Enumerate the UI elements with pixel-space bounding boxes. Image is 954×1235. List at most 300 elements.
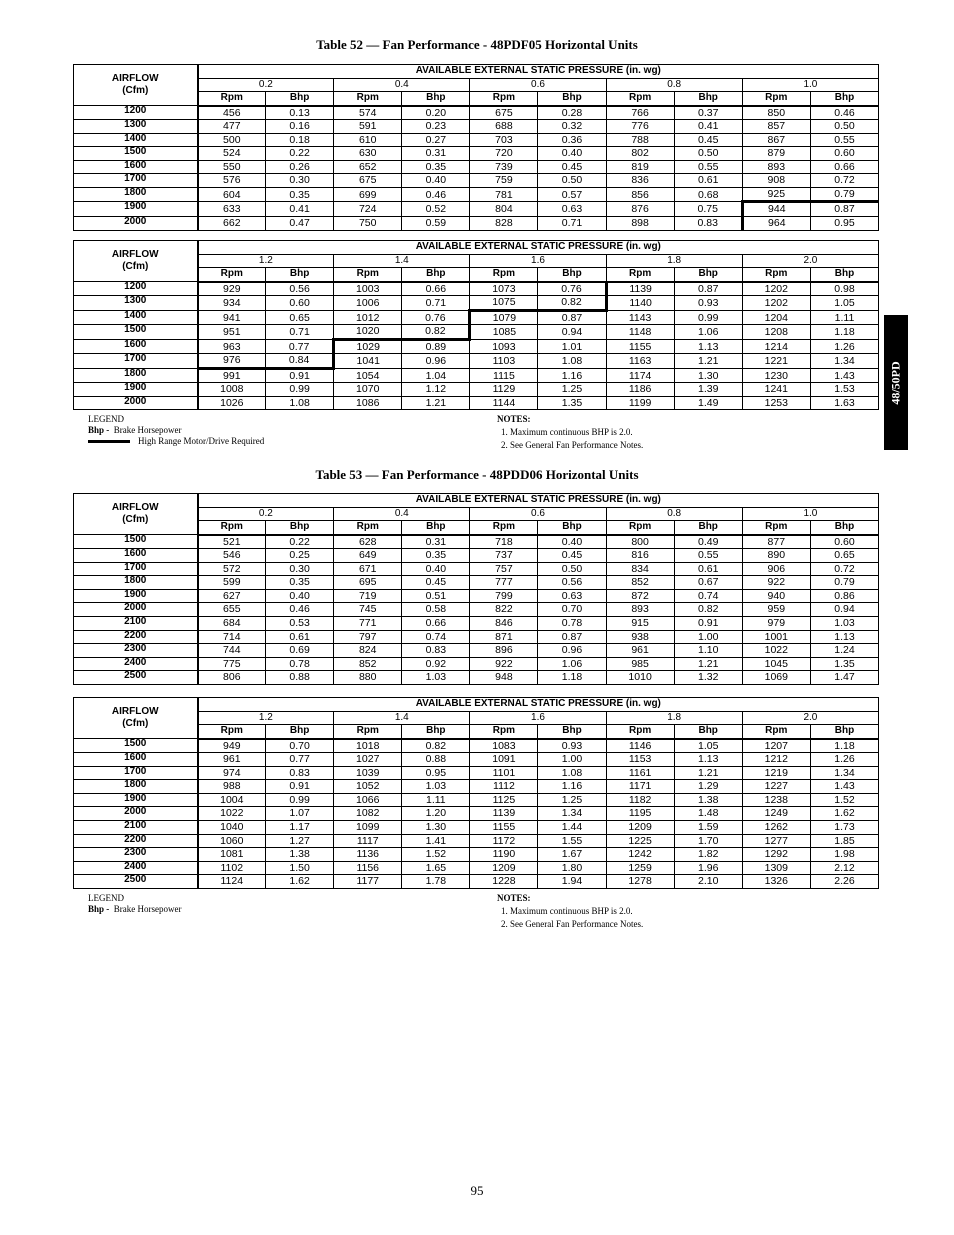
bhp-cell: 1.07 [266,807,334,821]
rpm-cell: 750 [334,216,402,230]
legend-high-range-text: High Range Motor/Drive Required [138,436,265,446]
bhp-cell: 1.05 [810,296,878,311]
bhp-cell: 1.25 [538,383,606,397]
rpm-cell: 604 [198,187,266,202]
bhp-cell: 1.80 [538,861,606,875]
rpm-cell: 1054 [334,368,402,383]
rpm-header: Rpm [606,725,674,739]
bhp-cell: 0.66 [402,282,470,296]
rpm-cell: 1052 [334,780,402,794]
rpm-cell: 684 [198,616,266,630]
rpm-header: Rpm [334,268,402,282]
rpm-cell: 1177 [334,875,402,889]
bhp-cell: 0.94 [538,325,606,340]
rpm-cell: 1171 [606,780,674,794]
airflow-cell: 2400 [74,861,198,875]
rpm-header: Rpm [334,92,402,106]
rpm-cell: 1022 [198,807,266,821]
bhp-header: Bhp [538,521,606,535]
bhp-cell: 1.78 [402,875,470,889]
rpm-cell: 757 [470,562,538,576]
rpm-cell: 877 [742,535,810,549]
bhp-cell: 1.63 [810,396,878,410]
airflow-cell: 2400 [74,657,198,671]
rpm-cell: 1060 [198,834,266,848]
bhp-cell: 0.23 [402,120,470,134]
rpm-cell: 880 [334,671,402,685]
bhp-cell: 0.99 [266,383,334,397]
bhp-cell: 0.35 [266,576,334,590]
table-row [74,861,879,875]
rpm-cell: 1008 [198,383,266,397]
bhp-cell: 0.72 [810,174,878,188]
header-row [74,65,879,79]
rpm-cell: 1099 [334,820,402,834]
bhp-cell: 1.20 [402,807,470,821]
rpm-cell: 822 [470,603,538,617]
bhp-cell: 0.87 [810,202,878,217]
bhp-cell: 0.55 [674,549,742,563]
pressure-value: 1.2 [198,711,334,725]
airflow-header: AIRFLOW (Cfm) [74,65,198,106]
rpm-header: Rpm [198,268,266,282]
table-row [74,834,879,848]
bhp-cell: 1.03 [402,780,470,794]
rpm-cell: 906 [742,562,810,576]
bhp-cell: 0.40 [538,147,606,161]
bhp-cell: 0.41 [674,120,742,134]
bhp-cell: 0.91 [674,616,742,630]
rpm-cell: 1081 [198,848,266,862]
bhp-header: Bhp [674,725,742,739]
bhp-cell: 0.66 [402,616,470,630]
bhp-cell: 0.94 [810,603,878,617]
table-row [74,657,879,671]
bhp-cell: 1.62 [266,875,334,889]
bhp-header: Bhp [810,92,878,106]
rpm-cell: 1174 [606,368,674,383]
rpm-cell: 1144 [470,396,538,410]
bhp-cell: 0.88 [402,753,470,767]
rpm-cell: 1010 [606,671,674,685]
rpm-cell: 963 [198,339,266,354]
rpm-cell: 1040 [198,820,266,834]
table-row [74,562,879,576]
bhp-cell: 1.21 [674,657,742,671]
airflow-header: AIRFLOW (Cfm) [74,241,198,282]
rpm-cell: 852 [606,576,674,590]
rpm-cell: 1186 [606,383,674,397]
pressure-value: 0.2 [198,78,334,92]
bhp-cell: 1.50 [266,861,334,875]
bhp-cell: 1.96 [674,861,742,875]
rpm-cell: 1001 [742,630,810,644]
bhp-cell: 1.26 [810,753,878,767]
rpm-cell: 1018 [334,739,402,753]
rpm-cell: 1208 [742,325,810,340]
rpm-cell: 852 [334,657,402,671]
table-row [74,753,879,767]
rpm-cell: 979 [742,616,810,630]
pressure-value: 1.4 [334,711,470,725]
table-row [74,396,879,410]
rpm-cell: 959 [742,603,810,617]
bhp-cell: 0.78 [266,657,334,671]
airflow-cell: 1800 [74,576,198,590]
rpm-cell: 1022 [742,644,810,658]
rpm-cell: 806 [198,671,266,685]
rpm-cell: 961 [198,753,266,767]
table-53-notes [497,892,643,931]
rpm-cell: 1292 [742,848,810,862]
rpm-cell: 1125 [470,793,538,807]
bhp-cell: 0.35 [266,187,334,202]
bhp-cell: 1.13 [674,753,742,767]
rpm-cell: 1102 [198,861,266,875]
notes-heading: NOTES: [497,893,531,903]
rpm-cell: 1148 [606,325,674,340]
bhp-cell: 1.26 [810,339,878,354]
rpm-cell: 799 [470,589,538,603]
bhp-cell: 0.93 [538,739,606,753]
rpm-cell: 1091 [470,753,538,767]
table-row [74,216,879,230]
rpm-cell: 893 [606,603,674,617]
rpm-cell: 1219 [742,766,810,780]
rpm-cell: 477 [198,120,266,134]
rpm-cell: 744 [198,644,266,658]
bhp-header: Bhp [810,725,878,739]
note-item: 1. Maximum continuous BHP is 2.0. [501,427,633,437]
rpm-cell: 703 [470,133,538,147]
rpm-cell: 941 [198,310,266,325]
table-row [74,875,879,889]
rpm-cell: 599 [198,576,266,590]
rpm-cell: 521 [198,535,266,549]
bhp-cell: 0.91 [266,780,334,794]
bhp-cell: 1.25 [538,793,606,807]
bhp-cell: 0.25 [266,549,334,563]
table-row [74,630,879,644]
bhp-cell: 1.73 [810,820,878,834]
bhp-cell: 0.13 [266,106,334,120]
rpm-cell: 1155 [470,820,538,834]
rpm-cell: 893 [742,160,810,174]
pressure-value: 1.6 [470,711,606,725]
bhp-cell: 0.40 [538,535,606,549]
rpm-cell: 1249 [742,807,810,821]
bhp-cell: 0.35 [402,160,470,174]
airflow-cell: 1600 [74,549,198,563]
rpm-cell: 610 [334,133,402,147]
rpm-cell: 908 [742,174,810,188]
rpm-cell: 834 [606,562,674,576]
bhp-cell: 0.46 [810,106,878,120]
bhp-cell: 0.50 [810,120,878,134]
bhp-cell: 1.48 [674,807,742,821]
rpm-cell: 720 [470,147,538,161]
bhp-header: Bhp [402,92,470,106]
bhp-cell: 0.82 [538,296,606,311]
legend-bhp: Bhp - Brake Horsepower [88,904,182,914]
bhp-cell: 1.18 [538,671,606,685]
side-tab [884,315,908,450]
page-number: 95 [470,1183,484,1198]
pressure-header: AVAILABLE EXTERNAL STATIC PRESSURE (in. wg) [198,698,879,712]
pressure-value: 0.6 [470,507,606,521]
airflow-cell: 1900 [74,589,198,603]
table-row [74,739,879,753]
bhp-cell: 0.63 [538,589,606,603]
airflow-cell: 1300 [74,120,198,134]
rpm-cell: 824 [334,644,402,658]
airflow-cell: 1800 [74,780,198,794]
airflow-cell: 1700 [74,562,198,576]
rpm-cell: 1259 [606,861,674,875]
table-row [74,354,879,369]
rpm-cell: 1101 [470,766,538,780]
rpm-cell: 1027 [334,753,402,767]
rpm-cell: 574 [334,106,402,120]
bhp-cell: 0.31 [402,535,470,549]
rpm-cell: 695 [334,576,402,590]
airflow-cell: 1500 [74,325,198,340]
rpm-cell: 1190 [470,848,538,862]
airflow-cell: 1400 [74,310,198,325]
airflow-cell: 2200 [74,630,198,644]
bhp-cell: 1.16 [538,780,606,794]
table-row [74,671,879,685]
rpm-cell: 896 [470,644,538,658]
pressure-value: 0.4 [334,78,470,92]
rpm-cell: 974 [198,766,266,780]
rpm-cell: 1083 [470,739,538,753]
airflow-cell: 2000 [74,396,198,410]
rpm-cell: 1070 [334,383,402,397]
rpm-cell: 662 [198,216,266,230]
pressure-value: 0.2 [198,507,334,521]
bhp-cell: 1.82 [674,848,742,862]
rpm-cell: 890 [742,549,810,563]
rpm-cell: 1242 [606,848,674,862]
table-row [74,187,879,202]
rpm-cell: 961 [606,644,674,658]
note-item: 1. Maximum continuous BHP is 2.0. [501,906,633,916]
pressure-value: 1.6 [470,254,606,268]
table-row [74,780,879,794]
bhp-cell: 1.04 [402,368,470,383]
bhp-header: Bhp [266,92,334,106]
bhp-cell: 0.32 [538,120,606,134]
rpm-header: Rpm [470,92,538,106]
bhp-cell: 1.30 [402,820,470,834]
rpm-cell: 1143 [606,310,674,325]
airflow-cell: 1700 [74,766,198,780]
rpm-cell: 988 [198,780,266,794]
rpm-cell: 915 [606,616,674,630]
rpm-cell: 1212 [742,753,810,767]
bhp-cell: 0.93 [674,296,742,311]
bhp-cell: 0.89 [402,339,470,354]
rpm-header: Rpm [198,521,266,535]
bhp-cell: 1.29 [674,780,742,794]
bhp-cell: 1.94 [538,875,606,889]
bhp-cell: 0.61 [674,562,742,576]
rpm-cell: 828 [470,216,538,230]
rpm-cell: 797 [334,630,402,644]
rpm-cell: 1115 [470,368,538,383]
legend-bhp-def: Brake Horsepower [113,904,182,914]
rpm-cell: 944 [742,202,810,217]
bhp-cell: 0.99 [674,310,742,325]
bhp-cell: 1.34 [538,807,606,821]
rpm-cell: 576 [198,174,266,188]
rpm-cell: 1086 [334,396,402,410]
table-row [74,644,879,658]
bhp-cell: 1.21 [674,354,742,369]
rpm-cell: 572 [198,562,266,576]
rpm-cell: 922 [742,576,810,590]
rpm-cell: 938 [606,630,674,644]
bhp-cell: 0.51 [402,589,470,603]
legend-high-range [88,436,264,447]
bhp-cell: 0.46 [402,187,470,202]
bhp-cell: 0.45 [538,549,606,563]
rpm-cell: 1221 [742,354,810,369]
airflow-header: AIRFLOW (Cfm) [74,494,198,535]
bhp-cell: 0.37 [674,106,742,120]
rpm-cell: 630 [334,147,402,161]
rpm-cell: 991 [198,368,266,383]
table-row [74,603,879,617]
bhp-cell: 1.10 [674,644,742,658]
bhp-cell: 0.26 [266,160,334,174]
bhp-header: Bhp [266,521,334,535]
bhp-cell: 0.59 [402,216,470,230]
bhp-cell: 1.52 [402,848,470,862]
bhp-cell: 1.65 [402,861,470,875]
rpm-cell: 846 [470,616,538,630]
bhp-cell: 0.74 [402,630,470,644]
bhp-cell: 0.77 [266,339,334,354]
rpm-header: Rpm [742,725,810,739]
airflow-cell: 2300 [74,644,198,658]
bhp-cell: 0.95 [402,766,470,780]
bhp-cell: 0.65 [266,310,334,325]
airflow-cell: 1900 [74,202,198,217]
rpm-header: Rpm [198,725,266,739]
airflow-cell: 1400 [74,133,198,147]
rpm-header: Rpm [198,92,266,106]
rpm-header: Rpm [334,725,402,739]
bhp-cell: 1.70 [674,834,742,848]
bhp-header: Bhp [674,521,742,535]
pressure-value: 1.0 [742,78,878,92]
rpm-cell: 1172 [470,834,538,848]
bhp-cell: 0.77 [266,753,334,767]
rpm-cell: 879 [742,147,810,161]
rpm-cell: 1253 [742,396,810,410]
bhp-cell: 1.53 [810,383,878,397]
rpm-cell: 1004 [198,793,266,807]
bhp-cell: 0.69 [266,644,334,658]
table-52-notes [497,413,643,452]
table-row [74,589,879,603]
bhp-cell: 0.60 [266,296,334,311]
rpm-cell: 724 [334,202,402,217]
bhp-cell: 0.86 [810,589,878,603]
airflow-cell: 1300 [74,296,198,311]
rpm-cell: 771 [334,616,402,630]
rpm-cell: 1195 [606,807,674,821]
bhp-cell: 0.53 [266,616,334,630]
bhp-cell: 0.49 [674,535,742,549]
bhp-cell: 0.50 [538,562,606,576]
bhp-cell: 0.71 [538,216,606,230]
rpm-cell: 718 [470,535,538,549]
pressure-value: 1.2 [198,254,334,268]
legend-bhp-abbr: Bhp [88,425,105,435]
bhp-cell: 0.63 [538,202,606,217]
bhp-cell: 0.82 [402,739,470,753]
table-52-part-1 [73,64,879,231]
bhp-cell: 0.22 [266,535,334,549]
bhp-cell: 0.27 [402,133,470,147]
rpm-cell: 1073 [470,282,538,296]
table-row [74,325,879,340]
rpm-header: Rpm [334,521,402,535]
legend-bhp: Bhp - Brake Horsepower [88,425,182,435]
rpm-cell: 1079 [470,310,538,325]
rpm-cell: 1155 [606,339,674,354]
bhp-cell: 1.43 [810,780,878,794]
bhp-cell: 0.58 [402,603,470,617]
bhp-cell: 0.65 [810,549,878,563]
bhp-cell: 0.91 [266,368,334,383]
bhp-cell: 0.96 [538,644,606,658]
header-row [74,494,879,508]
rpm-cell: 1066 [334,793,402,807]
bhp-header: Bhp [538,725,606,739]
rpm-cell: 871 [470,630,538,644]
bhp-cell: 0.83 [674,216,742,230]
rpm-cell: 1003 [334,282,402,296]
airflow-cell: 2300 [74,848,198,862]
pressure-header: AVAILABLE EXTERNAL STATIC PRESSURE (in. wg) [198,494,879,508]
rpm-cell: 776 [606,120,674,134]
table-53-legend [88,893,182,915]
bhp-cell: 1.08 [266,396,334,410]
pressure-header: AVAILABLE EXTERNAL STATIC PRESSURE (in. wg) [198,241,879,255]
bhp-cell: 0.96 [402,354,470,369]
table-row [74,296,879,311]
rpm-cell: 1214 [742,339,810,354]
airflow-cell: 1500 [74,535,198,549]
rpm-cell: 949 [198,739,266,753]
rpm-cell: 1129 [470,383,538,397]
bhp-cell: 1.08 [538,766,606,780]
bhp-cell: 1.01 [538,339,606,354]
header-row [74,698,879,712]
rpm-cell: 876 [606,202,674,217]
airflow-cell: 2000 [74,603,198,617]
rpm-cell: 1225 [606,834,674,848]
rpm-cell: 1103 [470,354,538,369]
table-row [74,282,879,296]
bhp-cell: 0.22 [266,147,334,161]
bhp-cell: 0.67 [674,576,742,590]
table-row [74,133,879,147]
